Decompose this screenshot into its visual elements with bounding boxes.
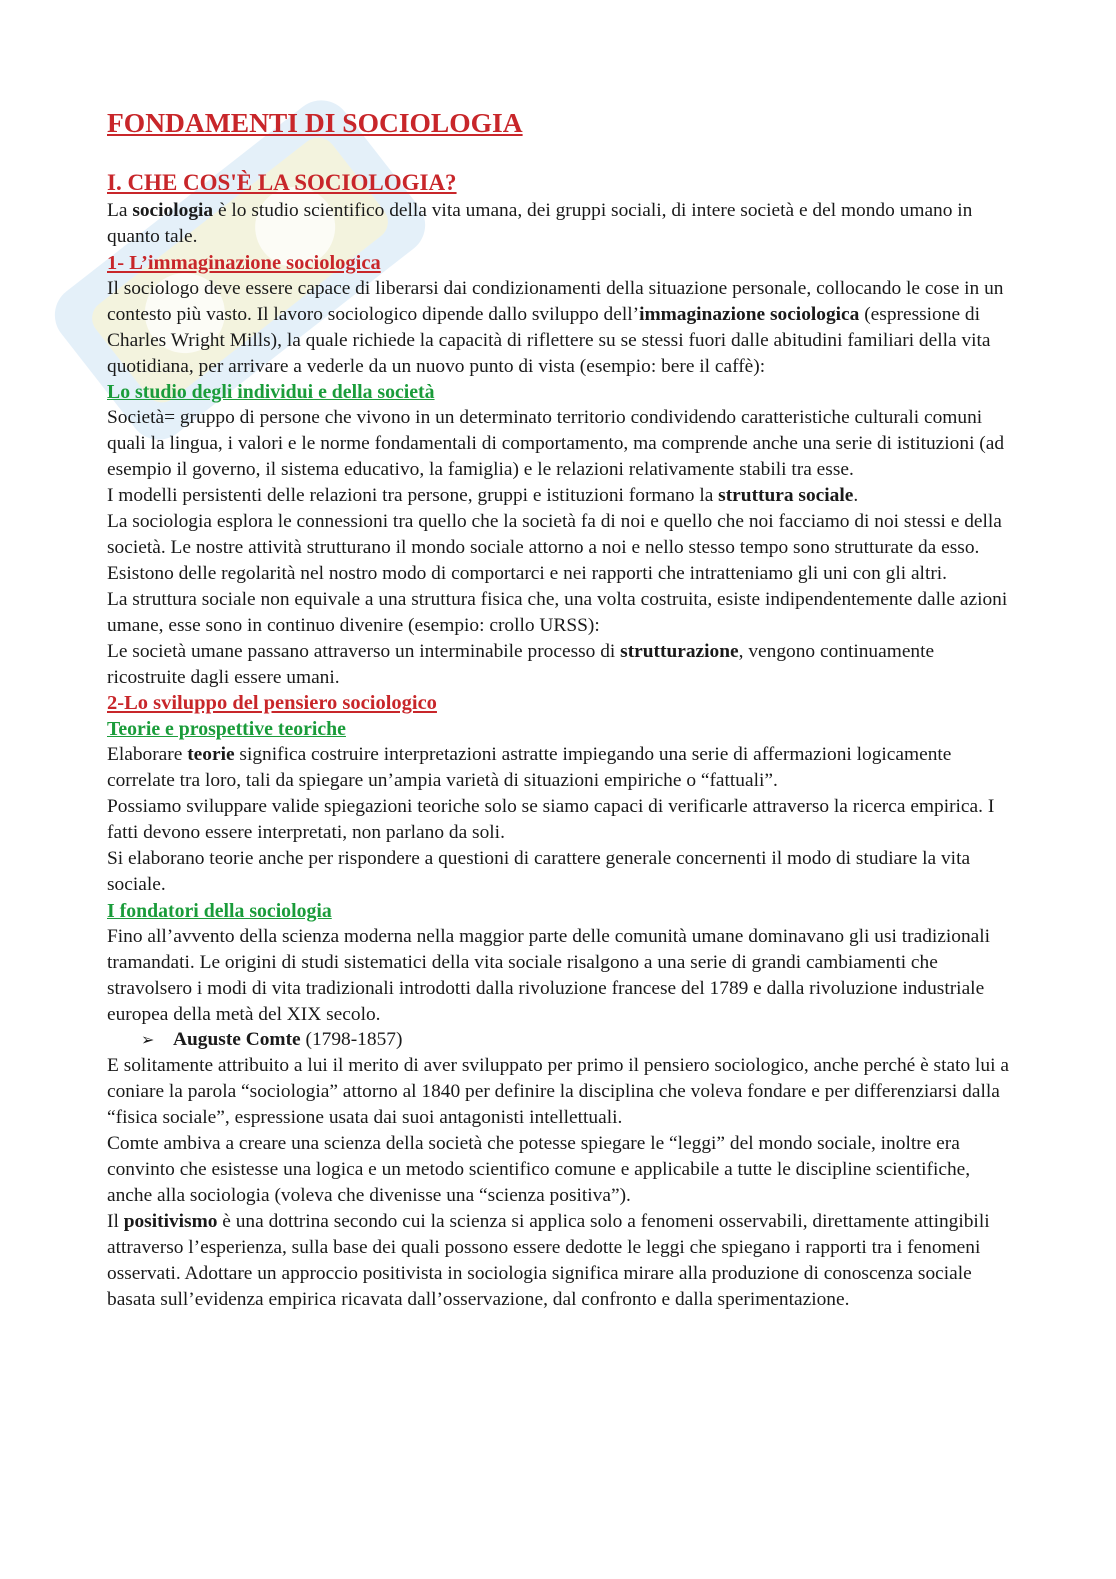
- document-title: FONDAMENTI DI SOCIOLOGIA: [107, 107, 523, 138]
- paragraph-social-structure: I modelli persistenti delle relazioni tra persone, gruppi e istituzioni formano la struttura sociale.: [107, 485, 859, 507]
- paragraph-positivism: Il positivismo è una dottrina secondo cui la scienza si applica solo a fenomeni osservabili, direttamente attingibili attraverso l’esperienza, sulla base dei quali possono essere dedotte le leggi che spiegano i rapporti tra i fenomeni osservati. Adottare un approccio positivista in sociologia significa mirare alla produzione di conoscenza sociale basata sull’evidenza empirica ricavata dall’osservazione, dal confronto e dalla sperimentazione.: [107, 1210, 990, 1310]
- paragraph-founders-origins: Fino all’avvento della scienza moderna nella maggior parte delle comunità umane dominavano gli usi tradizionali tramandati. Le origini di studi sistematici della vita sociale risalgono a una serie di grandi cambiamenti che stravolsero i modi di vita tradizionali introdotti dalla rivoluzione francese del 1789 e dalla rivoluzione industriale europea della metà del XIX secolo.: [107, 925, 991, 1025]
- paragraph-structuration: Le società umane passano attraverso un interminabile processo di strutturazione, vengono continuamente ricostruite dagli essere umani.: [107, 640, 935, 688]
- paragraph-connections: La sociologia esplora le connessioni tra quello che la società fa di noi e quello che noi facciamo di noi stessi e della società. Le nostre attività strutturano il mondo sociale attorno a noi e nello stesso tempo sono strutturate da esso. Esistono delle regolarità nel nostro modo di comportarci e nei rapporti che intratteniamo gli uni con gli altri.: [107, 511, 1002, 584]
- paragraph-comte-merit: E solitamente attribuito a lui il merito di aver sviluppato per primo il pensiero sociologico, anche perché è stato lui a coniare la parola “sociologia” attorno al 1840 per definire la disciplina che voleva fondare e per differenziarsi dalla “fisica sociale”, espressione usata dai suoi antagonisti intellettuali.: [107, 1055, 1009, 1129]
- paragraph-society-definition: Società= gruppo di persone che vivono in un determinato territorio condividendo caratteristiche culturali comuni quali la lingua, i valori e le norme fondamentali di comportamento, ma comprende anche una serie di istituzioni (ad esempio il governo, il sistema educativo, la famiglia) e le relazioni relativamente stabili tra esse.: [107, 407, 1005, 481]
- arrow-bullet-icon: ➢: [141, 1030, 155, 1050]
- subheading-theories: Teorie e prospettive teoriche: [107, 718, 346, 741]
- subheading-individuals-society: Lo studio degli individui e della società: [107, 381, 435, 404]
- paragraph-definition: La sociologia è lo studio scientifico della vita umana, dei gruppi sociali, di intere società e del mondo umano in quanto tale.: [107, 200, 973, 247]
- list-item-comte: ➢ Auguste Comte (1798-1857): [107, 1027, 1012, 1053]
- paragraph-theories: Elaborare teorie significa costruire interpretazioni astratte impiegando una serie di affermazioni logicamente correlate tra loro, tali da spiegare un’ampia varietà di situazioni empiriche o “fattuali”.: [107, 744, 952, 792]
- subheading-founders: I fondatori della sociologia: [107, 899, 332, 922]
- section-heading-what-is-sociology: I. CHE COS'È LA SOCIOLOGIA?: [107, 170, 457, 195]
- paragraph-empirical: Possiamo sviluppare valide spiegazioni teoriche solo se siamo capaci di verificarle attraverso la ricerca empirica. I fatti devono essere interpretati, non parlano da soli.: [107, 796, 995, 844]
- paragraph-general-questions: Si elaborano teorie anche per rispondere a questioni di carattere generale concernenti il modo di studiare la vita sociale.: [107, 848, 971, 895]
- paragraph-not-physical: La struttura sociale non equivale a una struttura fisica che, una volta costruita, esiste indipendentemente dalle azioni umane, esse sono in continuo divenire (esempio: crollo URSS):: [107, 588, 1008, 636]
- document-page: [107, 104, 1012, 1312]
- subsection-heading-development: 2-Lo sviluppo del pensiero sociologico: [107, 692, 437, 715]
- subsection-heading-imagination: 1- L’immaginazione sociologica: [107, 251, 381, 274]
- paragraph-comte-ambition: Comte ambiva a creare una scienza della società che potesse spiegare le “leggi” del mondo sociale, inoltre era convinto che esistesse una logica e un metodo scientifico comune e applicabile a tutte le discipline scientifiche, anche alla sociologia (voleva che divenisse una “scienza positiva”).: [107, 1133, 971, 1206]
- paragraph-imagination: Il sociologo deve essere capace di liberarsi dai condizionamenti della situazione personale, collocando le cose in un contesto più vasto. Il lavoro sociologico dipende dallo sviluppo dell’immaginazione sociologica (espressione di Charles Wright Mills), la quale richiede la capacità di riflettere su se stessi fuori dalle abitudini familiari della vita quotidiana, per arrivare a vederle da un nuovo punto di vista (esempio: bere il caffè):: [107, 277, 1004, 377]
